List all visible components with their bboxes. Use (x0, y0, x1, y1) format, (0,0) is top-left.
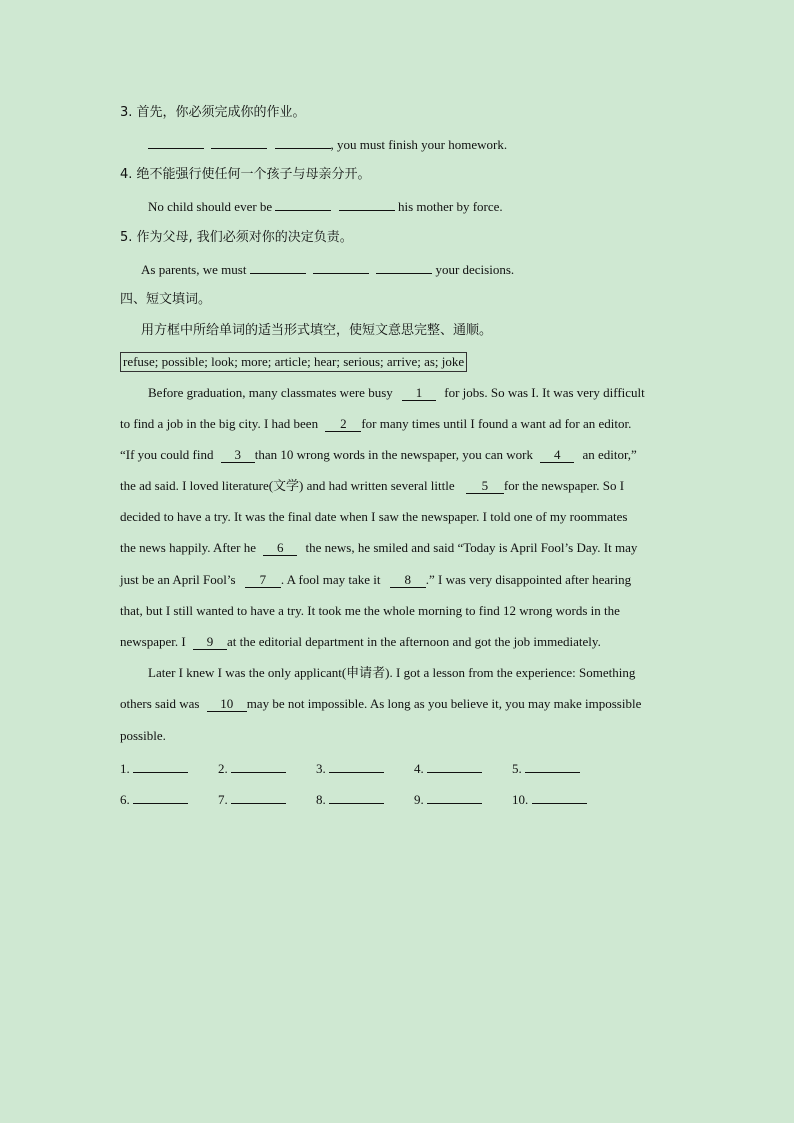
q5-en-tail: your decisions. (435, 262, 515, 277)
q5-blank-3[interactable] (376, 261, 432, 274)
answer-slot[interactable]: 3. (316, 760, 384, 777)
section-instruction: 用方框中所给单词的适当形式填空，使短文意思完整、通顺。 (141, 323, 493, 338)
passage-line-1: Before graduation, many classmates were busy 1 for jobs. So was I. It was very difficult (148, 385, 645, 400)
q4-en-head: No child should ever be (148, 199, 273, 214)
q5-answer-line (141, 261, 514, 278)
passage-blank-9[interactable]: 9 (193, 635, 227, 650)
passage-line-8: that, but I still wanted to have a try. It took me the whole morning to find 12 wrong words in the (120, 603, 620, 618)
answer-row-1 (120, 760, 680, 776)
q3-blank-1[interactable] (148, 136, 204, 149)
passage-blank-2[interactable]: 2 (325, 417, 361, 432)
q4-prompt: 4. 绝不能强行使任何一个孩子与母亲分开。 (120, 167, 371, 182)
q4-blank-1[interactable] (275, 198, 331, 211)
answer-slot[interactable]: 1. (120, 760, 188, 777)
q3-en-tail: , you must finish your homework. (330, 137, 508, 152)
q5-en-head: As parents, we must (141, 262, 247, 277)
answer-slot[interactable]: 8. (316, 791, 384, 808)
answer-slot[interactable]: 6. (120, 791, 188, 808)
q5-prompt: 5. 作为父母, 我们必须对你的决定负责。 (120, 230, 353, 245)
answer-slot[interactable]: 10. (512, 791, 587, 808)
passage-line-9: newspaper. I 9 at the editorial department in the afternoon and got the job immediately. (120, 634, 601, 649)
passage-blank-6[interactable]: 6 (263, 541, 297, 556)
passage-line-5: decided to have a try. It was the final date when I saw the newspaper. I told one of my roommates (120, 509, 628, 524)
passage-blank-5[interactable]: 5 (466, 479, 504, 494)
passage-blank-8[interactable]: 8 (390, 573, 426, 588)
passage-line-6: the news happily. After he 6 the news, he smiled and said “Today is April Fool’s Day. It may (120, 540, 638, 555)
passage-line-4: the ad said. I loved literature(文学) and had written several little 5 for the newspaper. So I (120, 478, 625, 493)
q4-blank-2[interactable] (339, 198, 395, 211)
q3-prompt: 3. 首先，你必须完成你的作业。 (120, 105, 306, 120)
q4-en-tail: his mother by force. (397, 199, 503, 214)
answer-slot[interactable]: 2. (218, 760, 286, 777)
answer-row-2 (120, 791, 680, 807)
section-title: 四、短文填词。 (120, 292, 212, 307)
passage-blank-4[interactable]: 4 (540, 448, 574, 463)
q5-blank-2[interactable] (313, 261, 369, 274)
q4-answer-line (148, 198, 503, 215)
passage-blank-1[interactable]: 1 (402, 386, 436, 401)
q3-blank-3[interactable] (275, 136, 331, 149)
passage-line-7: just be an April Fool’s 7 . A fool may take it 8 .” I was very disappointed after hearing (120, 572, 632, 587)
answer-slot[interactable]: 7. (218, 791, 286, 808)
word-box: refuse; possible; look; more; article; hear; serious; arrive; as; joke (120, 352, 467, 372)
passage-line-2: to find a job in the big city. I had been 2 for many times until I found a want ad for an editor. (120, 416, 632, 431)
passage-line-12: possible. (120, 728, 166, 743)
passage-line-10: Later I knew I was the only applicant(申请者). I got a lesson from the experience: Something (148, 665, 636, 680)
passage-line-11: others said was 10 may be not impossible. As long as you believe it, you may make impossible (120, 696, 642, 711)
answer-slot[interactable]: 5. (512, 760, 580, 777)
passage-line-3: “If you could find 3 than 10 wrong words in the newspaper, you can work 4 an editor,” (120, 447, 637, 462)
passage-blank-3[interactable]: 3 (221, 448, 255, 463)
q3-blank-2[interactable] (211, 136, 267, 149)
answer-slot[interactable]: 9. (414, 791, 482, 808)
q5-blank-1[interactable] (250, 261, 306, 274)
answer-slot[interactable]: 4. (414, 760, 482, 777)
passage-blank-10[interactable]: 10 (207, 697, 247, 712)
passage-blank-7[interactable]: 7 (245, 573, 281, 588)
q3-answer-line (148, 136, 507, 153)
